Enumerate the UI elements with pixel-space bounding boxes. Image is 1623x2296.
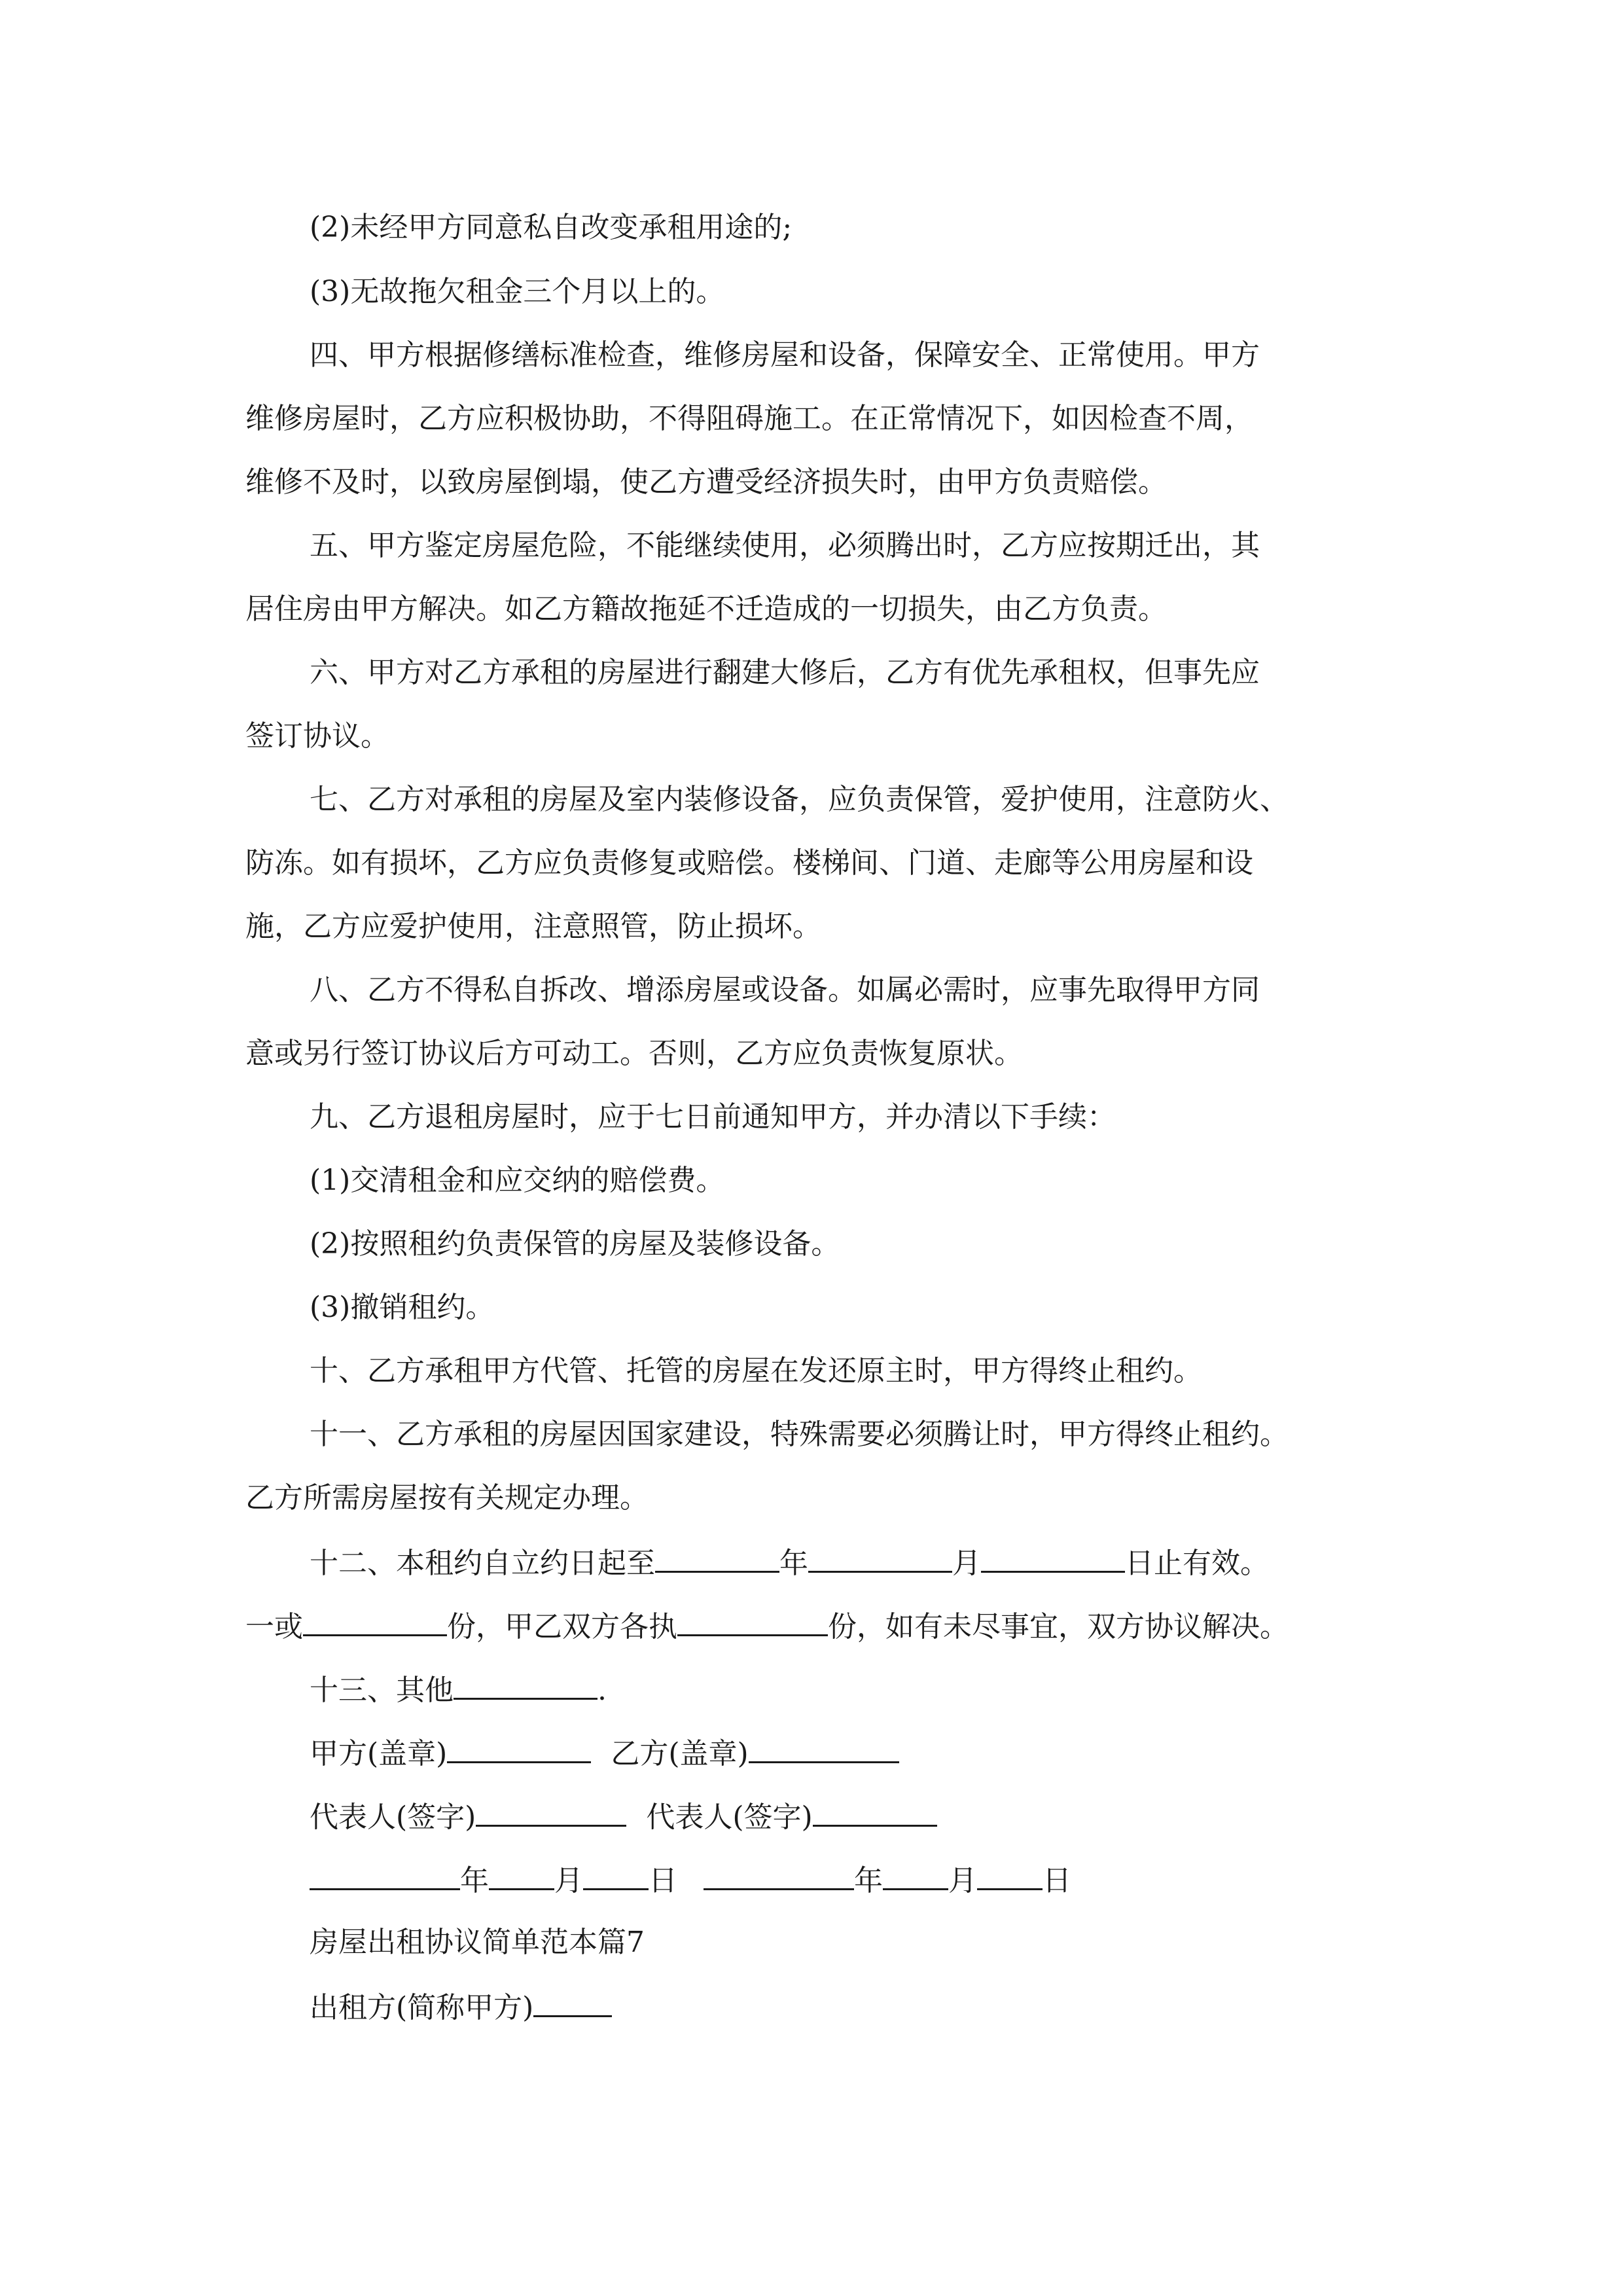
clause-5-line-2: 居住房由甲方解决。如乙方籍故拖延不迁造成的一切损失，由乙方负责。 — [245, 592, 1167, 626]
other-period: . — [597, 1674, 607, 1707]
other-blank — [454, 1669, 597, 1700]
party-a-seal-blank — [447, 1732, 591, 1763]
clause-12-text: 十二、本租约自立约日起至 — [310, 1547, 655, 1580]
year-label: 年 — [779, 1547, 808, 1580]
clause-9-item-2: (2)按照租约负责保管的房屋及装修设备。 — [310, 1227, 840, 1261]
party-a-day-label: 日 — [649, 1864, 677, 1897]
clause-4-line-2: 维修房屋时，乙方应积极协助，不得阻碍施工。在正常情况下，如因检查不周， — [245, 402, 1253, 435]
clause-12-line-1 — [310, 1542, 1461, 1583]
party-b-year-label: 年 — [854, 1864, 883, 1897]
copies-prefix: 一或 — [245, 1610, 303, 1643]
clause-item-2: (2)未经甲方同意私自改变承租用途的; — [310, 211, 793, 244]
party-a-day-blank — [583, 1859, 649, 1890]
clause-6-line-1: 六、甲方对乙方承租的房屋进行翻建大修后，乙方有优先承租权，但事先应 — [310, 656, 1260, 689]
total-copies-blank — [303, 1605, 447, 1636]
copies-suffix: 份，如有未尽事宜，双方协议解决。 — [828, 1610, 1289, 1643]
party-a-rep-blank — [476, 1796, 626, 1827]
clause-8-line-2: 意或另行签订协议后方可动工。否则，乙方应负责恢复原状。 — [245, 1037, 1023, 1070]
clause-11-line-1: 十一、乙方承租的房屋因国家建设，特殊需要必须腾让时，甲方得终止租约。 — [310, 1418, 1289, 1451]
signature-line — [310, 1796, 1461, 1837]
clause-10: 十、乙方承租甲方代管、托管的房屋在发还原主时，甲方得终止租约。 — [310, 1354, 1202, 1388]
clause-13 — [310, 1669, 1461, 1710]
clause-9-item-3: (3)撤销租约。 — [310, 1291, 495, 1324]
party-b-day-label: 日 — [1043, 1864, 1071, 1897]
party-b-seal-label: 乙方(盖章) — [611, 1737, 749, 1770]
party-b-seal-blank — [749, 1732, 899, 1763]
clause-5-line-1: 五、甲方鉴定房屋危险，不能继续使用，必须腾出时，乙方应按期迁出，其 — [310, 529, 1260, 562]
clause-7-line-3: 施，乙方应爱护使用，注意照管，防止损坏。 — [245, 910, 821, 943]
party-a-month-label: 月 — [554, 1864, 583, 1897]
clause-9: 九、乙方退租房屋时，应于七日前通知甲方，并办清以下手续： — [310, 1100, 1116, 1134]
valid-until-text: 日止有效。 — [1125, 1547, 1269, 1580]
party-b-month-label: 月 — [948, 1864, 977, 1897]
party-b-month-blank — [883, 1859, 948, 1890]
party-a-rep-label: 代表人(签字) — [310, 1801, 476, 1834]
seal-line — [310, 1732, 1461, 1774]
clause-4-line-3: 维修不及时，以致房屋倒塌，使乙方遭受经济损失时，由甲方负责赔偿。 — [245, 465, 1167, 499]
clause-7-line-2: 防冻。如有损坏，乙方应负责修复或赔偿。楼梯间、门道、走廊等公用房屋和设 — [245, 846, 1253, 880]
end-month-blank — [808, 1542, 952, 1573]
party-a-seal-label: 甲方(盖章) — [310, 1737, 448, 1770]
lessor-label: 出租方(简称甲方) — [310, 1991, 534, 2024]
party-a-year-label: 年 — [460, 1864, 489, 1897]
other-label: 十三、其他 — [310, 1674, 454, 1707]
lessor-blank — [533, 1986, 612, 2017]
party-b-day-blank — [977, 1859, 1043, 1890]
end-year-blank — [655, 1542, 779, 1573]
each-copies-blank — [677, 1605, 828, 1636]
clause-11-line-2: 乙方所需房屋按有关规定办理。 — [245, 1481, 649, 1515]
clause-4-line-1: 四、甲方根据修缮标准检查，维修房屋和设备，保障安全、正常使用。甲方 — [310, 338, 1260, 372]
party-a-month-blank — [489, 1859, 554, 1890]
clause-12-line-2 — [245, 1605, 1397, 1647]
lessor-line — [310, 1986, 1461, 2028]
month-label: 月 — [952, 1547, 981, 1580]
clause-7-line-1: 七、乙方对承租的房屋及室内装修设备，应负责保管，爱护使用，注意防火、 — [310, 783, 1289, 816]
end-day-blank — [981, 1542, 1125, 1573]
section-title: 房屋出租协议简单范本篇7 — [310, 1926, 645, 1959]
clause-8-line-1: 八、乙方不得私自拆改、增添房屋或设备。如属必需时，应事先取得甲方同 — [310, 973, 1260, 1007]
party-b-rep-label: 代表人(签字) — [646, 1801, 813, 1834]
clause-6-line-2: 签订协议。 — [245, 719, 389, 753]
clause-item-3: (3)无故拖欠租金三个月以上的。 — [310, 275, 725, 308]
clause-9-item-1: (1)交清租金和应交纳的赔偿费。 — [310, 1164, 725, 1197]
copies-each-text: 份，甲乙双方各执 — [447, 1610, 677, 1643]
party-b-rep-blank — [813, 1796, 937, 1827]
date-line — [310, 1859, 1461, 1901]
party-a-year-blank — [310, 1859, 460, 1890]
party-b-year-blank — [704, 1859, 854, 1890]
